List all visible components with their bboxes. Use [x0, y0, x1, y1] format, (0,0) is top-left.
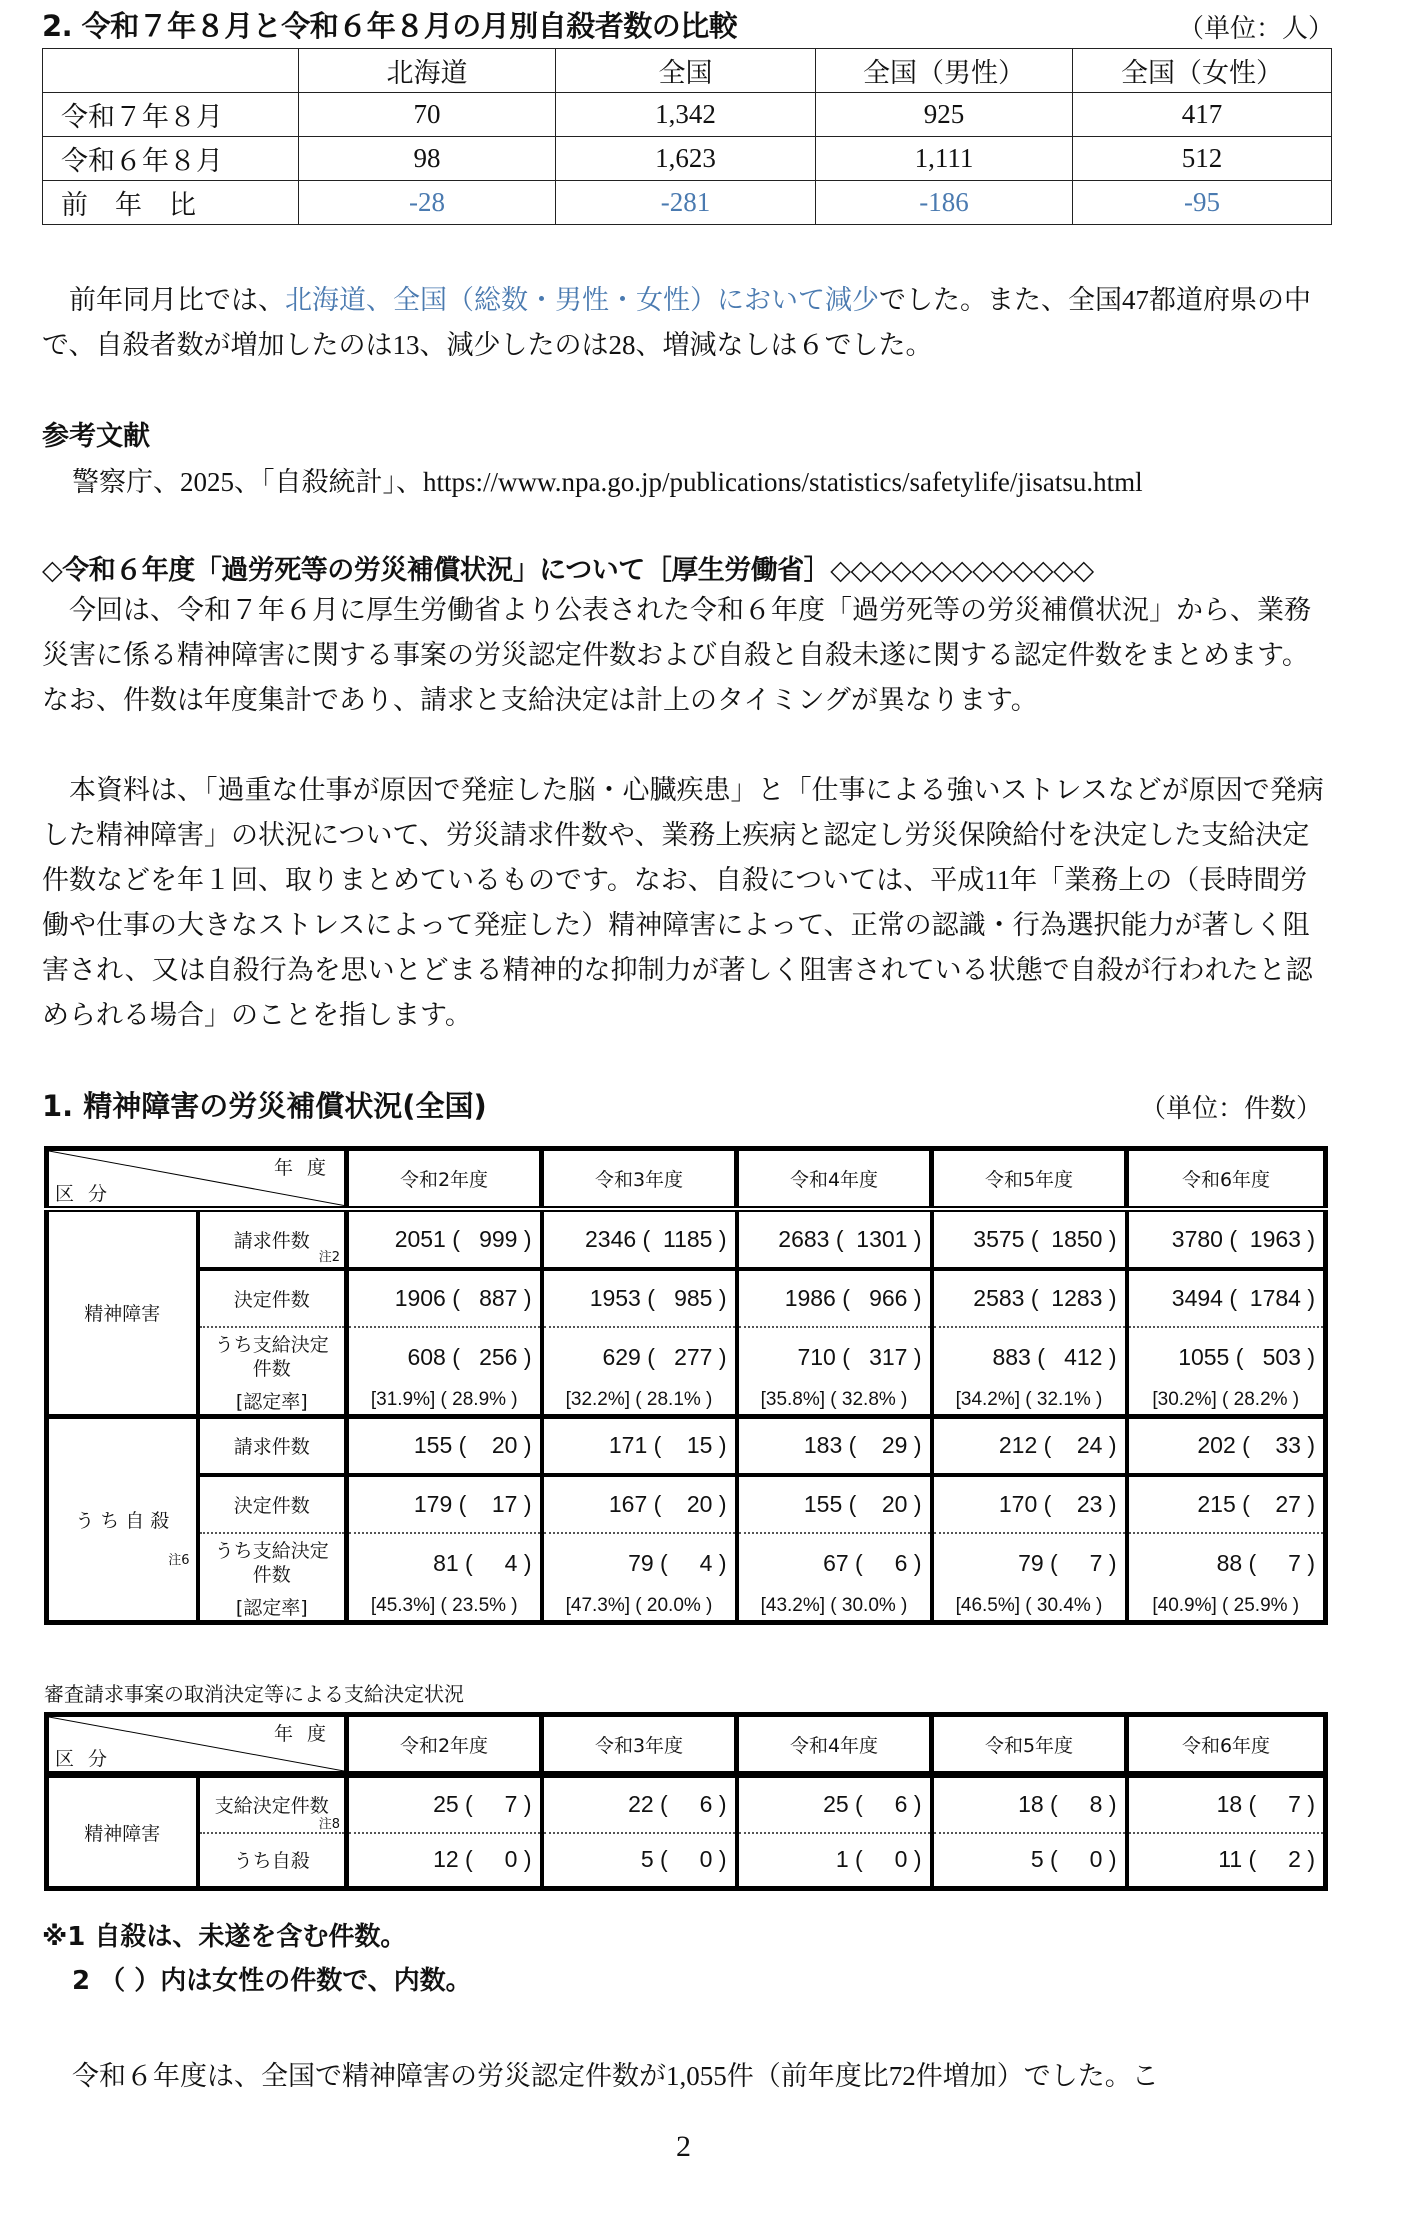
summary-paragraph: 令和６年度は、全国で精神障害の労災認定件数が1,055件（前年度比72件増加）でした。こ: [72, 2061, 1159, 2091]
mental-disorder-compensation-table: [44, 1146, 1328, 1625]
table-cell: 417: [1073, 93, 1332, 137]
row-label: うち支給決定件数: [198, 1533, 347, 1593]
table-header-cell: 全国（女性）: [1073, 49, 1332, 93]
table-cell: 179 ( 17 ): [347, 1475, 542, 1533]
corner-header-cell: [47, 1149, 347, 1209]
table-cell: 22 ( 6 ): [542, 1775, 737, 1833]
table-cell: 2683 ( 1301 ): [737, 1209, 932, 1269]
table-cell: 2583 ( 1283 ): [932, 1269, 1127, 1327]
table-cell: 202 ( 33 ): [1127, 1417, 1326, 1475]
table-cell: 25 ( 6 ): [737, 1775, 932, 1833]
table-cell: 70: [299, 93, 556, 137]
table-cell: 170 ( 23 ): [932, 1475, 1127, 1533]
paragraph-text: でした。また、全国47都道府県の中で、自殺者数が増加したのは13、減少したのは28、増減なしは６でした。: [42, 285, 1311, 360]
table-cell: 79 ( 4 ): [542, 1533, 737, 1593]
year-header: 令和4年度: [737, 1149, 932, 1209]
page-number: 2: [676, 2130, 691, 2163]
table-cell: 1055 ( 503 ): [1127, 1327, 1326, 1387]
description-paragraph: 本資料は、「過重な仕事が原因で発症した脳・心臓疾患」と「仕事による強いストレスなどが原因で発病した精神障害」の状況について、労災請求件数や、業務上疾病と認定し労災保険給付を決定した支給決定件数などを年１回、取りまとめているものです。なお、自殺については、平成11年「業務上の（長時間労働や仕事の大きなストレスによって発症した）精神障害によって、正常の認識・行為選択能力が著しく阻害され、又は自殺行為を思いとどまる精神的な抑制力が著しく阻害されている状態で自殺が行われたと認められる場合」のことを指します。: [42, 775, 1324, 1030]
table-cell: 5 ( 0 ): [542, 1833, 737, 1889]
table-caption: 審査請求事案の取消決定等による支給決定状況: [44, 1682, 464, 1706]
table-cell: 1,342: [556, 93, 816, 137]
table-cell: 2346 ( 1185 ): [542, 1209, 737, 1269]
table-cell: 5 ( 0 ): [932, 1833, 1127, 1889]
year-axis-label: 年度: [273, 1157, 340, 1179]
table-row: [47, 1417, 1326, 1475]
table-header-cell: 全国: [556, 49, 816, 93]
row-label: [198, 1209, 347, 1269]
rate-cell: [43.2%] ( 30.0% ): [737, 1593, 932, 1623]
table-row: [47, 1269, 1326, 1327]
table-cell: 1,111: [816, 137, 1073, 181]
year-axis-label: 年度: [273, 1723, 340, 1745]
table-cell: 88 ( 7 ): [1127, 1533, 1326, 1593]
section-title: ◇令和６年度「過労死等の労災補償状況」について［厚生労働省］◇◇◇◇◇◇◇◇◇◇◇◇◇: [42, 555, 1094, 586]
table-row: [47, 1209, 1326, 1269]
table-row: [47, 1387, 1326, 1417]
row-label: 前 年 比: [43, 181, 299, 225]
review-decision-table: [44, 1712, 1328, 1891]
table-cell: 215 ( 27 ): [1127, 1475, 1326, 1533]
table-row: [47, 1327, 1326, 1387]
corner-header-cell: [47, 1715, 347, 1775]
table-row: [43, 93, 1332, 137]
monthly-suicide-comparison-table: [42, 48, 1332, 225]
year-header: 令和3年度: [542, 1149, 737, 1209]
table-cell: 81 ( 4 ): [347, 1533, 542, 1593]
row-label: 決定件数: [198, 1475, 347, 1533]
references-heading: 参考文献: [42, 421, 150, 452]
footnote: ※1 自殺は、未遂を含む件数。: [42, 1922, 407, 1952]
table-row: [43, 137, 1332, 181]
table-cell: 12 ( 0 ): [347, 1833, 542, 1889]
table-cell: 98: [299, 137, 556, 181]
year-header: 令和3年度: [542, 1715, 737, 1775]
table-cell: 183 ( 29 ): [737, 1417, 932, 1475]
table-cell: 171 ( 15 ): [542, 1417, 737, 1475]
category-axis-label: 区分: [55, 1182, 122, 1205]
row-label: うち自殺: [198, 1833, 347, 1889]
table-row: [47, 1475, 1326, 1533]
table-cell-diff: -28: [299, 181, 556, 225]
year-header: 令和5年度: [932, 1149, 1127, 1209]
row-label: うち支給決定件数: [198, 1327, 347, 1387]
year-header: 令和4年度: [737, 1715, 932, 1775]
table-cell: 155 ( 20 ): [347, 1417, 542, 1475]
table-cell: 167 ( 20 ): [542, 1475, 737, 1533]
year-header: 令和2年度: [347, 1149, 542, 1209]
table-cell: 925: [816, 93, 1073, 137]
table-row: [43, 181, 1332, 225]
table-header-row: [47, 1715, 1326, 1775]
rate-cell: [40.9%] ( 25.9% ): [1127, 1593, 1326, 1623]
year-header: 令和6年度: [1127, 1715, 1326, 1775]
table-header-row: [43, 49, 1332, 93]
year-header: 令和6年度: [1127, 1149, 1326, 1209]
comparison-paragraph: [42, 278, 1332, 368]
footnote-ref: 注2: [318, 1249, 340, 1265]
rate-cell: [45.3%] ( 23.5% ): [347, 1593, 542, 1623]
table-row: [47, 1533, 1326, 1593]
unit-label: （単位：人）: [1178, 14, 1335, 43]
footnote-ref: 注6: [168, 1553, 190, 1568]
table-cell: 608 ( 256 ): [347, 1327, 542, 1387]
table-cell: 212 ( 24 ): [932, 1417, 1127, 1475]
group-label: [47, 1417, 198, 1623]
year-header: 令和5年度: [932, 1715, 1127, 1775]
table-header-cell: [43, 49, 299, 93]
rate-cell: [31.9%] ( 28.9% ): [347, 1387, 542, 1417]
row-label: [認定率]: [198, 1593, 347, 1623]
table-cell: 1986 ( 966 ): [737, 1269, 932, 1327]
table-cell: 79 ( 7 ): [932, 1533, 1127, 1593]
table-header-cell: 全国（男性）: [816, 49, 1073, 93]
reference-entry: 警察庁、2025、「自殺統計」、https://www.npa.go.jp/publications/statistics/safetylife/jisatsu.html: [72, 467, 1143, 497]
row-label-text: 請求件数: [233, 1229, 310, 1252]
table-cell: 512: [1073, 137, 1332, 181]
rate-cell: [34.2%] ( 32.1% ): [932, 1387, 1127, 1417]
row-label: [198, 1775, 347, 1833]
table-cell: 18 ( 7 ): [1127, 1775, 1326, 1833]
section-title: 1. 精神障害の労災補償状況(全国): [42, 1089, 487, 1123]
table-cell-diff: -186: [816, 181, 1073, 225]
category-axis-label: 区分: [55, 1748, 122, 1770]
table-cell: 155 ( 20 ): [737, 1475, 932, 1533]
table-cell: 11 ( 2 ): [1127, 1833, 1326, 1889]
table-cell: 1,623: [556, 137, 816, 181]
rate-cell: [30.2%] ( 28.2% ): [1127, 1387, 1326, 1417]
table-cell: 67 ( 6 ): [737, 1533, 932, 1593]
rate-cell: [46.5%] ( 30.4% ): [932, 1593, 1127, 1623]
table-cell: 25 ( 7 ): [347, 1775, 542, 1833]
table-cell: 1906 ( 887 ): [347, 1269, 542, 1327]
row-label: 請求件数: [198, 1417, 347, 1475]
table-cell: 2051 ( 999 ): [347, 1209, 542, 1269]
group-label: 精神障害: [47, 1209, 198, 1417]
table-header-cell: 北海道: [299, 49, 556, 93]
rate-cell: [35.8%] ( 32.8% ): [737, 1387, 932, 1417]
table-cell: 710 ( 317 ): [737, 1327, 932, 1387]
table-cell: 629 ( 277 ): [542, 1327, 737, 1387]
rate-cell: [32.2%] ( 28.1% ): [542, 1387, 737, 1417]
rate-cell: [47.3%] ( 20.0% ): [542, 1593, 737, 1623]
table-row: [47, 1593, 1326, 1623]
table-header-row: [47, 1149, 1326, 1209]
group-label-text: う ち 自 殺: [75, 1510, 170, 1532]
row-label-text: 支給決定件数: [214, 1795, 329, 1818]
year-header: 令和2年度: [347, 1715, 542, 1775]
intro-paragraph: 今回は、令和７年６月に厚生労働省より公表された令和６年度「過労死等の労災補償状況」から、業務災害に係る精神障害に関する事案の労災認定件数および自殺と自殺未遂に関する認定件数をまとめます。なお、件数は年度集計であり、請求と支給決定は計上のタイミングが異なります。: [42, 595, 1311, 715]
table-cell-diff: -95: [1073, 181, 1332, 225]
table-row: [47, 1775, 1326, 1833]
table-row: [47, 1833, 1326, 1889]
table-cell: 883 ( 412 ): [932, 1327, 1127, 1387]
table-cell: 1953 ( 985 ): [542, 1269, 737, 1327]
table-cell: 3575 ( 1850 ): [932, 1209, 1127, 1269]
row-label: 令和７年８月: [43, 93, 299, 137]
row-label: 令和６年８月: [43, 137, 299, 181]
table-cell: 18 ( 8 ): [932, 1775, 1127, 1833]
highlighted-text: 北海道、全国（総数・男性・女性）において減少: [285, 285, 879, 315]
section-title: 2. 令和７年８月と令和６年８月の月別自殺者数の比較: [42, 9, 738, 43]
footnote: 2 （ ）内は女性の件数で、内数。: [72, 1966, 472, 1996]
paragraph-text: 前年同月比では、: [69, 285, 285, 315]
group-label: 精神障害: [47, 1775, 198, 1889]
table-cell: 3780 ( 1963 ): [1127, 1209, 1326, 1269]
table-cell: 3494 ( 1784 ): [1127, 1269, 1326, 1327]
table-cell-diff: -281: [556, 181, 816, 225]
row-label: [認定率]: [198, 1387, 347, 1417]
table-cell: 1 ( 0 ): [737, 1833, 932, 1889]
footnote-ref: 注8: [318, 1816, 340, 1832]
row-label: 決定件数: [198, 1269, 347, 1327]
unit-label: （単位：件数）: [1140, 1094, 1323, 1123]
